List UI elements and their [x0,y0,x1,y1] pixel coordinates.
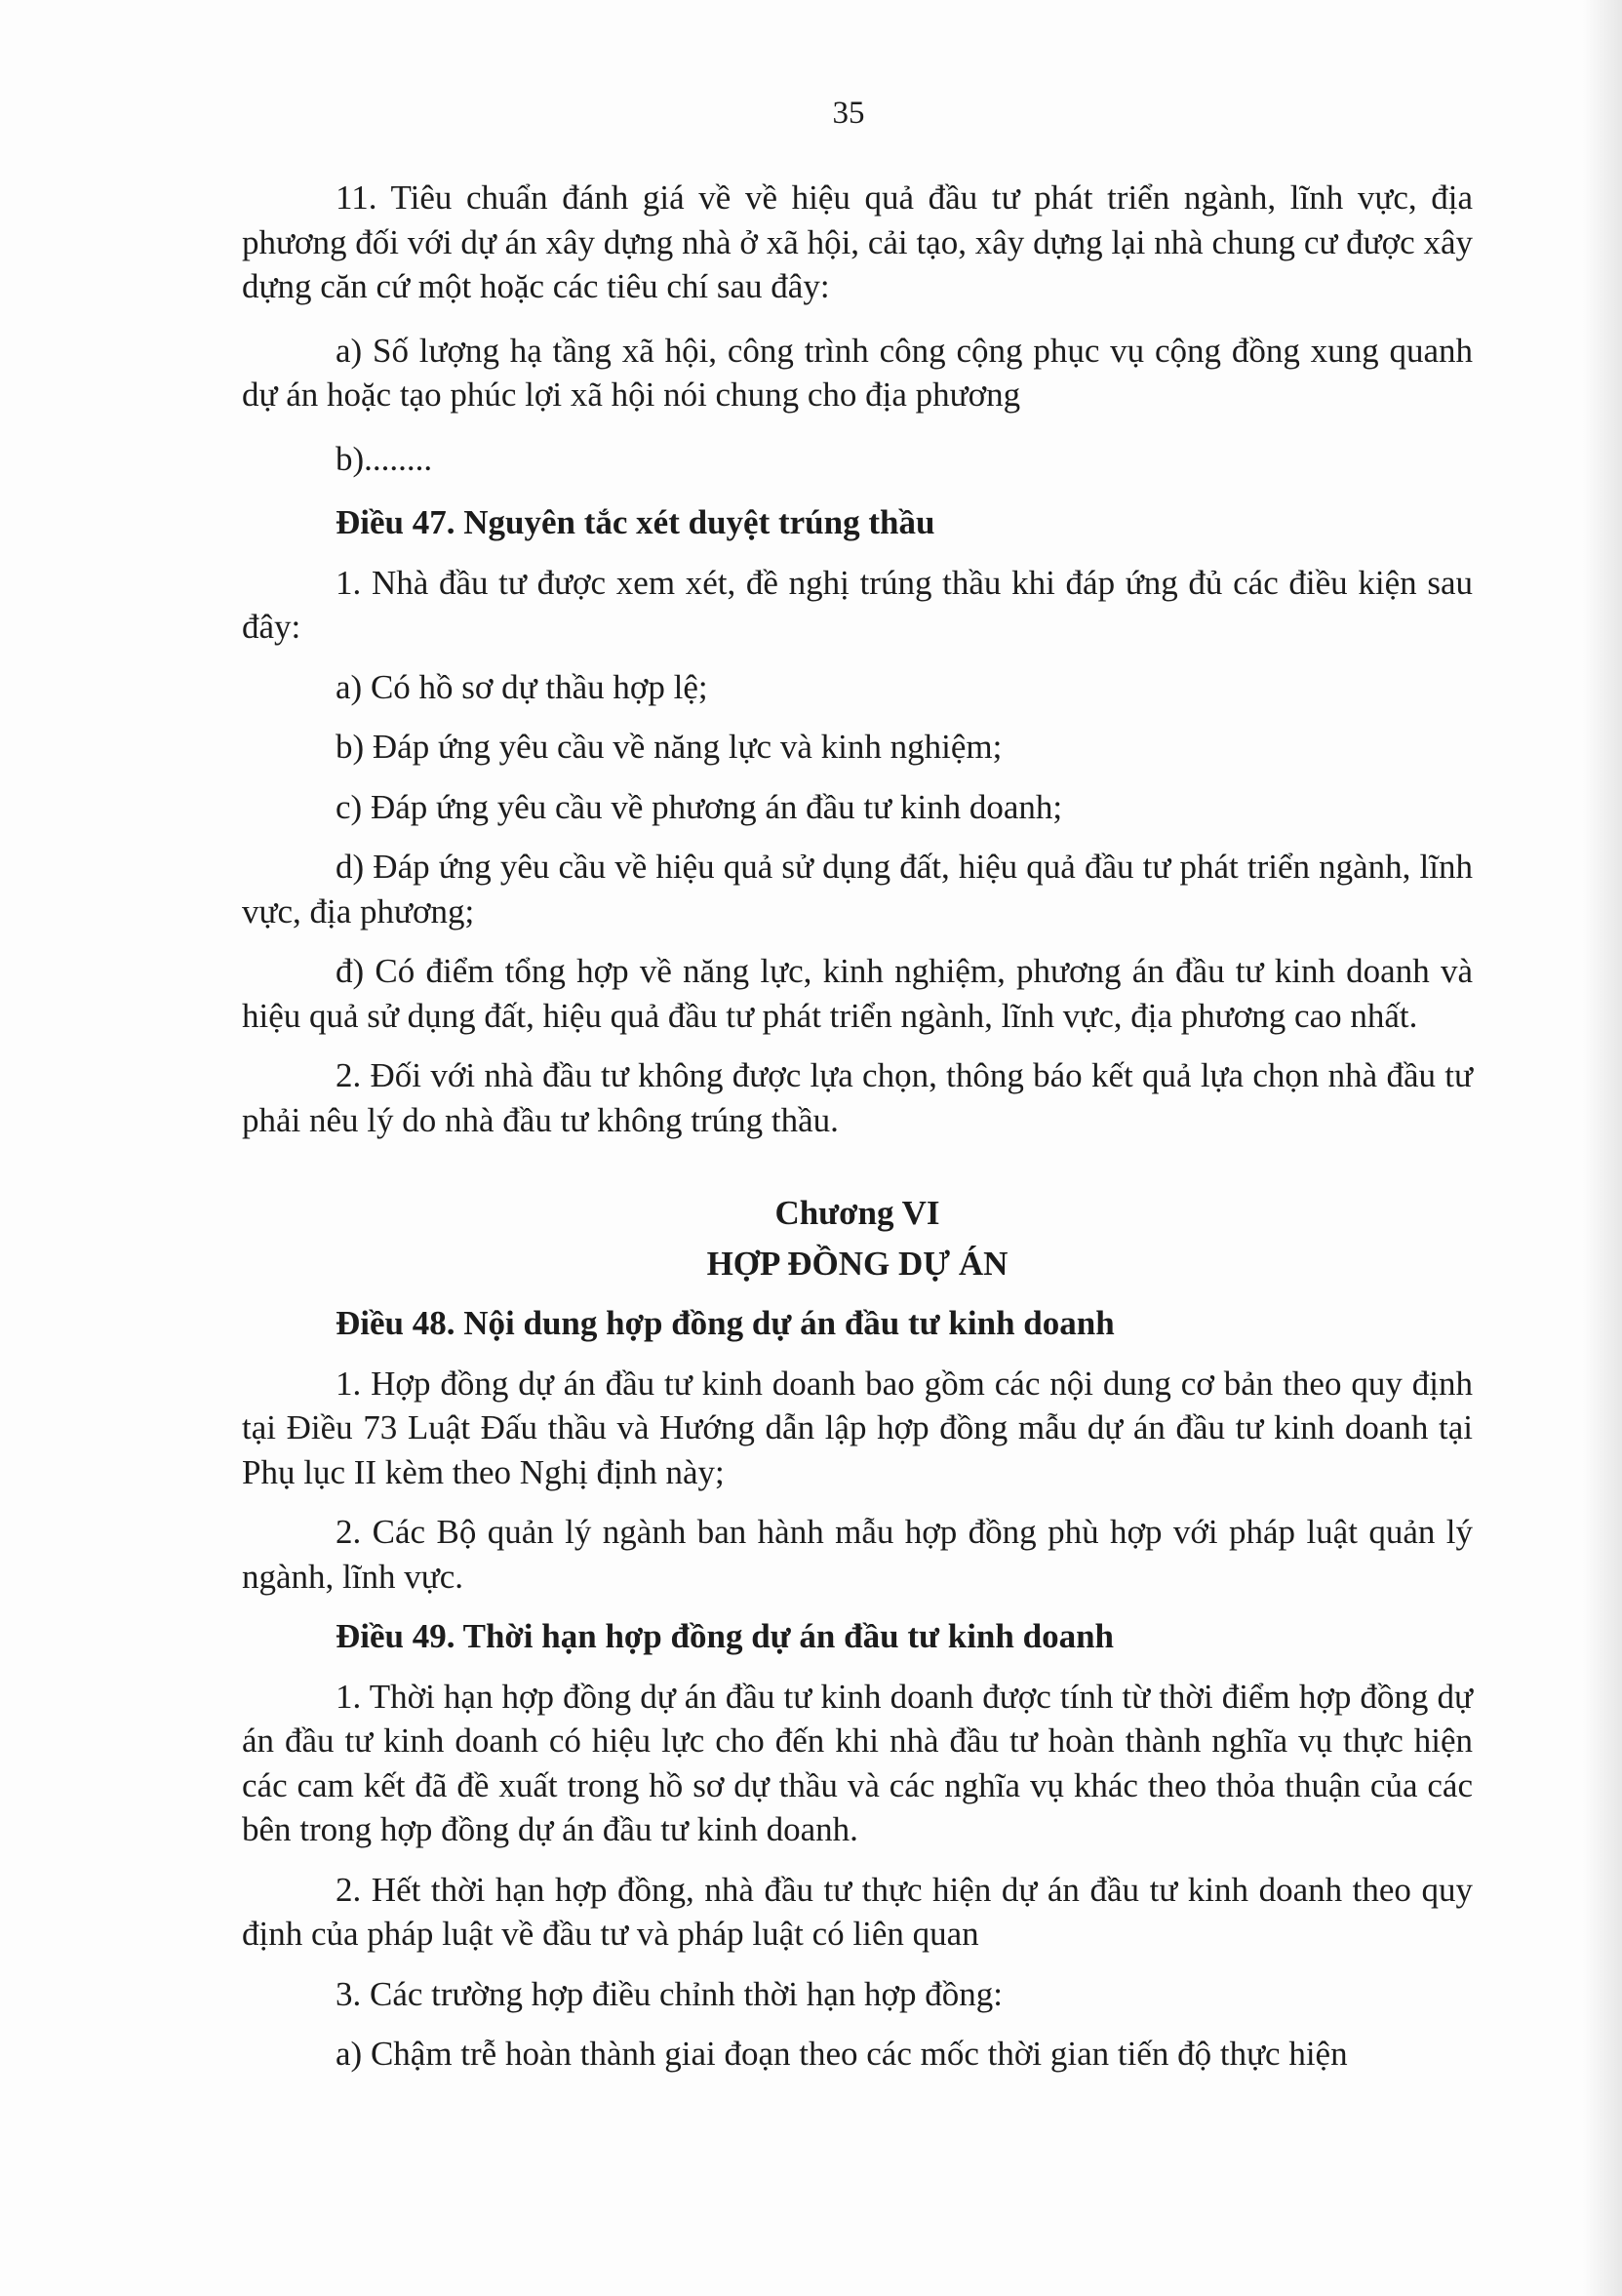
page-number: 35 [832,96,865,131]
article-49-clause-1: 1. Thời hạn hợp đồng dự án đầu tư kinh doanh được tính từ thời điểm hợp đồng dự án đầu tư kinh doanh có hiệu lực cho đến khi nhà đầu tư hoàn thành nghĩa vụ thực hiện các cam kết đã đề xuất trong hồ sơ dự thầu và các nghĩa vụ khác theo thỏa thuận của các bên trong hợp đồng dự án đầu tư kinh doanh. [242,1677,1473,1848]
article-48-heading: Điều 48. Nội dung hợp đồng dự án đầu tư kinh doanh [336,1304,1115,1342]
chapter-title: HỢP ĐỒNG DỰ ÁN [706,1244,1009,1283]
article-48-clause-1: 1. Hợp đồng dự án đầu tư kinh doanh bao gồm các nội dung cơ bản theo quy định tại Điều 73 Luật Đấu thầu và Hướng dẫn lập hợp đồng mẫu dự án đầu tư kinh doanh tại Phụ lục II kèm theo Nghị định này; [242,1364,1473,1491]
article-47-item-b: b) Đáp ứng yêu cầu về năng lực và kinh nghiệm; [336,728,1003,766]
clause-11-item-a: a) Số lượng hạ tầng xã hội, công trình công cộng phục vụ cộng đồng xung quanh dự án hoặc tạo phúc lợi xã hội nói chung cho địa phương [242,331,1473,414]
article-47-item-dd: đ) Có điểm tổng hợp về năng lực, kinh nghiệm, phương án đầu tư kinh doanh và hiệu quả sử dụng đất, hiệu quả đầu tư phát triển ngành, lĩnh vực, địa phương cao nhất. [242,952,1473,1035]
article-47-clause-1: 1. Nhà đầu tư được xem xét, đề nghị trúng thầu khi đáp ứng đủ các điều kiện sau đây: [242,563,1473,646]
article-49-clause-3: 3. Các trường hợp điều chỉnh thời hạn hợp đồng: [336,1974,1004,2013]
article-49-clause-2: 2. Hết thời hạn hợp đồng, nhà đầu tư thực hiện dự án đầu tư kinh doanh theo quy định của pháp luật về đầu tư và pháp luật có liên quan [242,1870,1473,1953]
article-47-item-a: a) Có hồ sơ dự thầu hợp lệ; [336,667,708,706]
article-47-item-d: d) Đáp ứng yêu cầu về hiệu quả sử dụng đất, hiệu quả đầu tư phát triển ngành, lĩnh vực, địa phương; [242,848,1473,930]
article-47-item-c: c) Đáp ứng yêu cầu về phương án đầu tư kinh doanh; [336,787,1063,826]
article-47-clause-2: 2. Đối với nhà đầu tư không được lựa chọn, thông báo kết quả lựa chọn nhà đầu tư phải nêu lý do nhà đầu tư không trúng thầu. [242,1056,1473,1139]
document-body [242,176,1473,2092]
clause-11-item-b: b)........ [336,439,433,478]
scan-edge-shadow [1583,0,1622,2296]
chapter-label: Chương VI [774,1194,940,1232]
article-48-clause-2: 2. Các Bộ quản lý ngành ban hành mẫu hợp đồng phù hợp với pháp luật quản lý ngành, lĩnh vực. [242,1513,1473,1596]
article-49-heading: Điều 49. Thời hạn hợp đồng dự án đầu tư kinh doanh [336,1617,1114,1655]
article-49-item-a: a) Chậm trễ hoàn thành giai đoạn theo các mốc thời gian tiến độ thực hiện [336,2035,1348,2073]
clause-11-criteria: 11. Tiêu chuẩn đánh giá về về hiệu quả đầu tư phát triển ngành, lĩnh vực, địa phương đối với dự án xây dựng nhà ở xã hội, cải tạo, xây dựng lại nhà chung cư được xây dựng căn cứ một hoặc các tiêu chí sau đây: [242,178,1473,305]
article-47-heading: Điều 47. Nguyên tắc xét duyệt trúng thầu [336,503,935,541]
